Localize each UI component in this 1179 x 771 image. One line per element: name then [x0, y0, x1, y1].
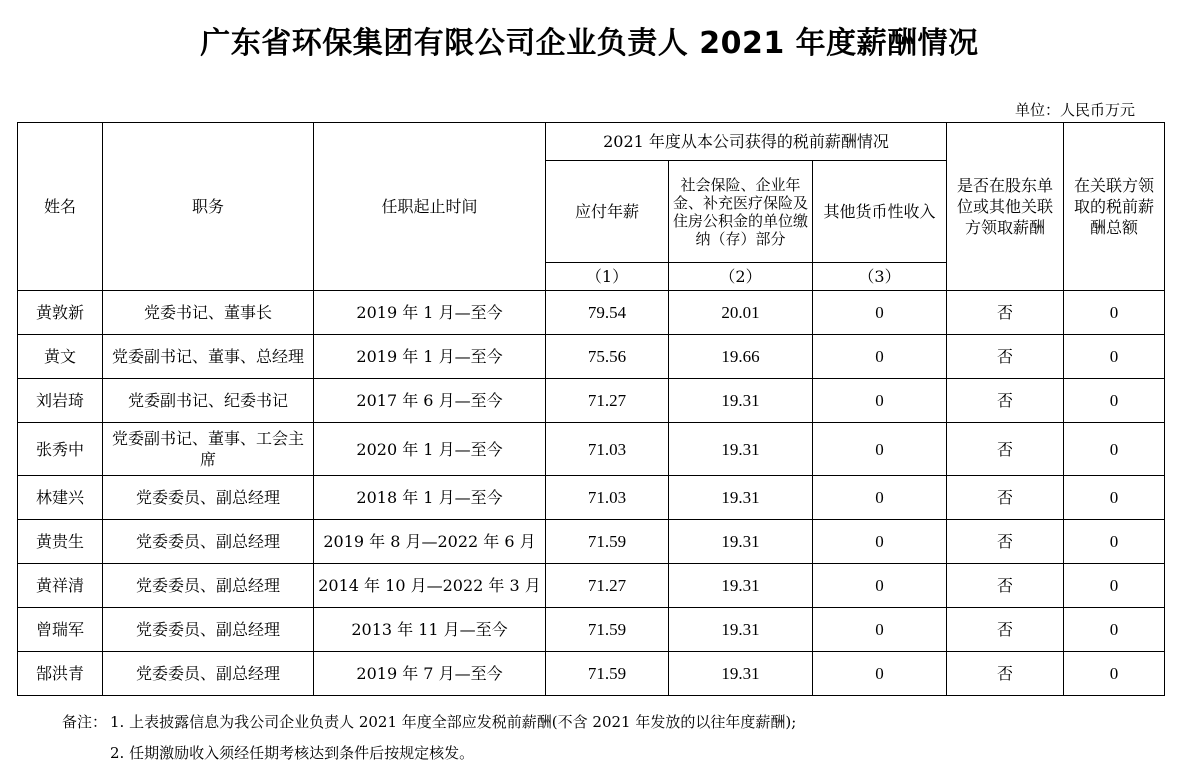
cell-term: 2020 年 1 月—至今 — [314, 423, 546, 476]
header-index-1: （1） — [546, 263, 669, 291]
cell-shareholder: 否 — [947, 335, 1064, 379]
cell-other: 0 — [813, 520, 947, 564]
cell-term: 2019 年 8 月—2022 年 6 月 — [314, 520, 546, 564]
cell-salary: 75.56 — [546, 335, 669, 379]
note-text-2: 2. 任期激励收入须经任期考核达到条件后按规定核发。 — [110, 744, 475, 762]
header-index-3: （3） — [813, 263, 947, 291]
cell-name: 黄敦新 — [18, 291, 103, 335]
cell-related-total: 0 — [1064, 291, 1165, 335]
header-shareholder: 是否在股东单位或其他关联方领取薪酬 — [947, 123, 1064, 291]
cell-other: 0 — [813, 423, 947, 476]
cell-related-total: 0 — [1064, 608, 1165, 652]
table-row — [18, 564, 1165, 608]
cell-term: 2013 年 11 月—至今 — [314, 608, 546, 652]
cell-insurance: 19.31 — [669, 379, 813, 423]
table-row — [18, 335, 1165, 379]
header-related-total: 在关联方领取的税前薪酬总额 — [1064, 123, 1165, 291]
cell-position: 党委委员、副总经理 — [103, 520, 314, 564]
note-line-1 — [62, 707, 796, 738]
cell-name: 张秀中 — [18, 423, 103, 476]
cell-related-total: 0 — [1064, 476, 1165, 520]
cell-salary: 79.54 — [546, 291, 669, 335]
header-position: 职务 — [103, 123, 314, 291]
cell-other: 0 — [813, 652, 947, 696]
cell-term: 2019 年 1 月—至今 — [314, 291, 546, 335]
header-index-2: （2） — [669, 263, 813, 291]
cell-position: 党委委员、副总经理 — [103, 564, 314, 608]
cell-term: 2014 年 10 月—2022 年 3 月 — [314, 564, 546, 608]
cell-related-total: 0 — [1064, 423, 1165, 476]
cell-position: 党委书记、董事长 — [103, 291, 314, 335]
cell-other: 0 — [813, 608, 947, 652]
cell-name: 林建兴 — [18, 476, 103, 520]
header-salary: 应付年薪 — [546, 161, 669, 263]
cell-shareholder: 否 — [947, 291, 1064, 335]
cell-salary: 71.59 — [546, 520, 669, 564]
cell-salary: 71.27 — [546, 564, 669, 608]
table-row — [18, 379, 1165, 423]
cell-name: 刘岩琦 — [18, 379, 103, 423]
header-insurance: 社会保险、企业年金、补充医疗保险及住房公积金的单位缴纳（存）部分 — [669, 161, 813, 263]
cell-shareholder: 否 — [947, 379, 1064, 423]
cell-other: 0 — [813, 476, 947, 520]
table-row — [18, 608, 1165, 652]
cell-related-total: 0 — [1064, 335, 1165, 379]
cell-related-total: 0 — [1064, 652, 1165, 696]
cell-insurance: 19.31 — [669, 608, 813, 652]
cell-salary: 71.59 — [546, 608, 669, 652]
cell-position: 党委副书记、纪委书记 — [103, 379, 314, 423]
cell-position: 党委副书记、董事、总经理 — [103, 335, 314, 379]
table-row — [18, 520, 1165, 564]
cell-related-total: 0 — [1064, 520, 1165, 564]
cell-insurance: 19.31 — [669, 652, 813, 696]
cell-other: 0 — [813, 291, 947, 335]
cell-salary: 71.59 — [546, 652, 669, 696]
cell-shareholder: 否 — [947, 652, 1064, 696]
table-row — [18, 652, 1165, 696]
cell-salary: 71.03 — [546, 476, 669, 520]
cell-related-total: 0 — [1064, 379, 1165, 423]
cell-position: 党委委员、副总经理 — [103, 652, 314, 696]
table-row — [18, 476, 1165, 520]
cell-salary: 71.27 — [546, 379, 669, 423]
cell-term: 2019 年 7 月—至今 — [314, 652, 546, 696]
header-other: 其他货币性收入 — [813, 161, 947, 263]
cell-shareholder: 否 — [947, 423, 1064, 476]
cell-term: 2017 年 6 月—至今 — [314, 379, 546, 423]
cell-position: 党委副书记、董事、工会主席 — [103, 423, 314, 476]
cell-insurance: 20.01 — [669, 291, 813, 335]
cell-position: 党委委员、副总经理 — [103, 476, 314, 520]
notes — [62, 707, 796, 769]
cell-insurance: 19.31 — [669, 476, 813, 520]
header-group: 2021 年度从本公司获得的税前薪酬情况 — [546, 123, 947, 161]
cell-shareholder: 否 — [947, 564, 1064, 608]
cell-insurance: 19.31 — [669, 520, 813, 564]
notes-label: 备注： — [62, 713, 108, 731]
cell-other: 0 — [813, 379, 947, 423]
cell-name: 黄文 — [18, 335, 103, 379]
cell-name: 黄祥清 — [18, 564, 103, 608]
cell-other: 0 — [813, 335, 947, 379]
header-term: 任职起止时间 — [314, 123, 546, 291]
cell-name: 郜洪青 — [18, 652, 103, 696]
cell-name: 黄贵生 — [18, 520, 103, 564]
cell-related-total: 0 — [1064, 564, 1165, 608]
table-row — [18, 291, 1165, 335]
cell-term: 2018 年 1 月—至今 — [314, 476, 546, 520]
cell-other: 0 — [813, 564, 947, 608]
cell-term: 2019 年 1 月—至今 — [314, 335, 546, 379]
unit-label: 单位：人民币万元 — [1014, 101, 1135, 119]
header-name: 姓名 — [18, 123, 103, 291]
salary-table — [17, 122, 1165, 696]
page-title: 广东省环保集团有限公司企业负责人 2021 年度薪酬情况 — [200, 26, 979, 61]
cell-position: 党委委员、副总经理 — [103, 608, 314, 652]
table-row — [18, 423, 1165, 476]
cell-insurance: 19.31 — [669, 564, 813, 608]
note-text-1: 1. 上表披露信息为我公司企业负责人 2021 年度全部应发税前薪酬(不含 2021 年发放的以往年度薪酬); — [110, 713, 797, 731]
cell-insurance: 19.31 — [669, 423, 813, 476]
cell-shareholder: 否 — [947, 520, 1064, 564]
cell-shareholder: 否 — [947, 608, 1064, 652]
cell-shareholder: 否 — [947, 476, 1064, 520]
cell-name: 曾瑞军 — [18, 608, 103, 652]
cell-salary: 71.03 — [546, 423, 669, 476]
note-line-2 — [62, 738, 796, 769]
cell-insurance: 19.66 — [669, 335, 813, 379]
